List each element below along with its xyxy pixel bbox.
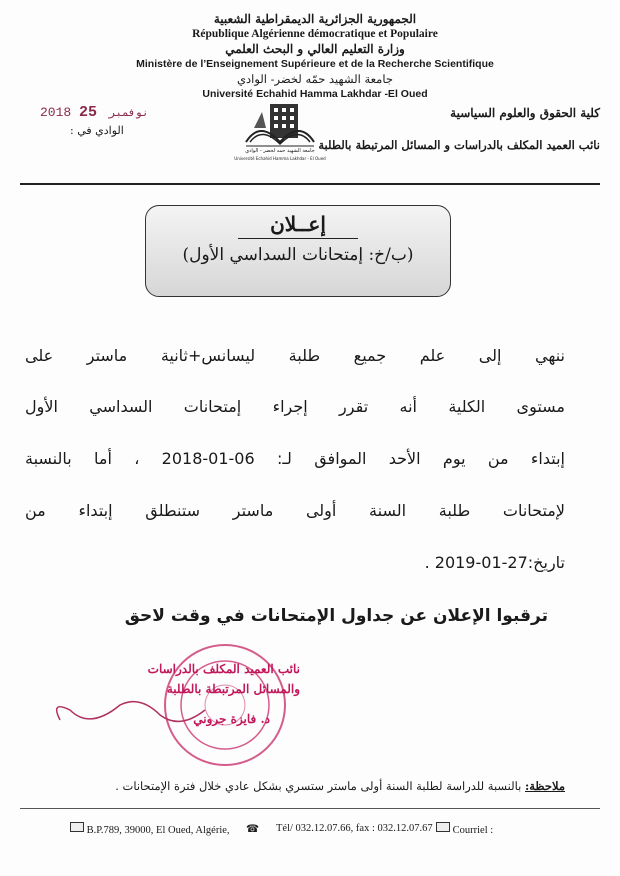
phone-icon: ☎	[246, 824, 260, 835]
date-stamp	[40, 104, 153, 121]
note	[115, 779, 565, 793]
signatory-title-1: نائب العميد المكلف بالدراسات	[147, 662, 300, 676]
signature-block	[40, 640, 300, 745]
notice-subtitle: (ب/خ: إمتحانات السداسي الأول)	[182, 245, 414, 265]
footer-email-group	[436, 823, 493, 836]
republic-arabic: الجمهورية الجزائرية الديمقراطية الشعبية	[213, 12, 417, 26]
university-french: Université Echahid Hamma Lakhdar -El Oued	[202, 88, 428, 100]
body-line-1: ننهي إلى علم جميع طلبة ليسانس+ثانية ماستر على	[25, 346, 565, 365]
notice-title: إعــلان	[146, 212, 450, 239]
footer-phone: Tél/ 032.12.07.66, fax : 032.12.07.67	[276, 823, 433, 834]
body-line-2: مستوى الكلية أنه تقرر إجراء إمتحانات السداسي الأول	[25, 397, 565, 416]
ministry-arabic: وزارة التعليم العالي و البحث العلمي	[225, 42, 405, 56]
signatory-title-2: والمسائل المرتبطة بالطلبة	[166, 682, 300, 696]
announcement-highlight: ترقبوا الإعلان عن جداول الإمتحانات في وقت لاحق	[124, 606, 548, 626]
university-logo-icon	[234, 98, 326, 168]
stamp-day: 25	[79, 104, 98, 121]
place-date-label: الوادي في :	[70, 124, 124, 137]
logo-caption-fr: Université Echahid Hamma Lakhdar - El Oued	[234, 156, 326, 161]
body-line-3: إبتداء من يوم الأحد الموافق لـ: 06-01-2018 ، أما بالنسبة	[25, 449, 565, 468]
logo-caption-ar: جامعة الشهيد حمه لخضر - الوادي	[245, 148, 315, 154]
republic-french: République Algérienne démocratique et Populaire	[192, 28, 438, 40]
envelope-icon	[70, 822, 84, 832]
university-arabic: جامعة الشهيد حمّه لخضر- الوادي	[237, 72, 393, 86]
body-line-4: لإمتحانات طلبة السنة أولى ماستر ستنطلق إبتداء من	[25, 501, 565, 520]
mail-icon	[436, 822, 450, 832]
header-divider	[20, 183, 600, 185]
notice-box	[145, 205, 451, 297]
footer-address: B.P.789, 39000, El Oued, Algérie,	[86, 825, 230, 836]
faculty-name: كلية الحقوق والعلوم السياسية	[450, 106, 600, 120]
office-name: نائب العميد المكلف بالدراسات و المسائل المرتبطة بالطلبة	[318, 138, 600, 152]
footer-address-group	[70, 823, 230, 836]
letterhead	[120, 12, 510, 102]
footer-email: Courriel :	[452, 825, 494, 836]
body-line-5: تاريخ:27-01-2019 .	[424, 553, 565, 572]
signatory-name: د. فايزة جروني	[193, 712, 270, 726]
note-label: ملاحظة:	[525, 779, 565, 793]
footer-divider	[20, 808, 600, 809]
ministry-french: Ministère de l’Enseignement Supérieure et de la Recherche Scientifique	[136, 58, 494, 70]
stamp-year: 2018	[40, 105, 72, 120]
note-text: بالنسبة للدراسة لطلبة السنة أولى ماستر ستسري بشكل عادي خلال فترة الإمتحانات .	[115, 779, 526, 793]
stamp-month: نوفمبر	[108, 108, 149, 120]
